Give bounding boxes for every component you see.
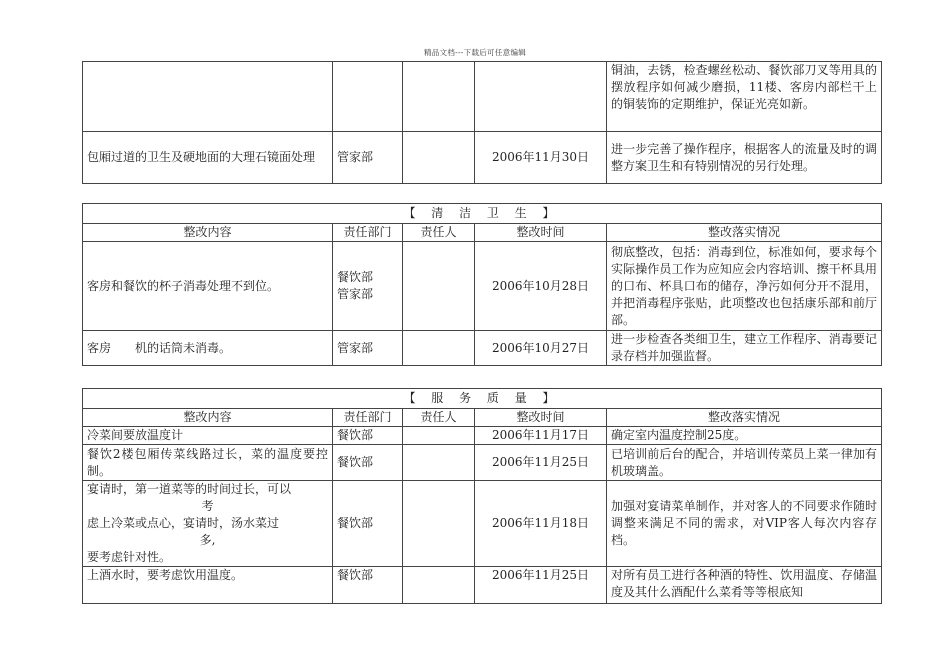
person-cell (403, 132, 475, 184)
header-note: 精品文档---下载后可任意编辑 (423, 48, 527, 57)
person-cell (403, 445, 475, 481)
table-row (83, 445, 882, 481)
table-service-quality (82, 388, 882, 604)
dept-cell: 管家部 (333, 132, 403, 184)
table-row (83, 132, 882, 184)
dept-cell: 餐饮部 (333, 567, 403, 604)
section-title-row (83, 204, 882, 224)
result-cell: 进一步检查各类细卫生，建立工作程序、消毒要记录存档并加强监督。 (607, 331, 882, 366)
dept-cell (333, 242, 403, 331)
result-cell: 已培训前后台的配合，并培训传菜员上菜一律加有机玻璃盖。 (607, 445, 882, 481)
dept-line: 管家部 (337, 287, 374, 301)
dept-cell: 餐饮部 (333, 445, 403, 481)
person-cell (403, 242, 475, 331)
table-row (83, 427, 882, 445)
col-header-content: 整改内容 (83, 409, 333, 427)
result-cell: 加强对宴请菜单制作，并对客人的不同要求作随时调整来满足不同的需求，对VIP客人每次内容存档。 (607, 481, 882, 567)
dept-line: 餐饮部 (337, 270, 374, 284)
dept-cell: 管家部 (333, 331, 403, 366)
result-cell: 确定室内温度控制25度。 (607, 427, 882, 445)
dept-cell (333, 62, 403, 132)
dept-cell: 餐饮部 (333, 481, 403, 567)
col-header-result: 整改落实情况 (607, 409, 882, 427)
date-cell: 2006年11月25日 (475, 445, 607, 481)
col-header-dept: 责任部门 (333, 224, 403, 242)
table-row (83, 242, 882, 331)
person-cell (403, 427, 475, 445)
person-cell (403, 567, 475, 604)
col-header-date: 整改时间 (475, 409, 607, 427)
table-row (83, 62, 882, 132)
dept-cell: 餐饮部 (333, 427, 403, 445)
date-cell: 2006年11月17日 (475, 427, 607, 445)
content-cell: 餐饮2楼包厢传菜线路过长，菜的温度要控制。 (83, 445, 333, 481)
col-header-dept: 责任部门 (333, 409, 403, 427)
content-cell (83, 481, 333, 567)
content-cell (83, 62, 333, 132)
table-row (83, 567, 882, 604)
date-cell: 2006年11月18日 (475, 481, 607, 567)
content-cell: 包厢过道的卫生及硬地面的大理石镜面处理 (83, 132, 333, 184)
date-cell: 2006年10月28日 (475, 242, 607, 331)
result-cell: 铜油，去锈，检查螺丝松动、餐饮部刀叉等用具的摆放程序如何减少磨损，11楼、客房内部栏干上的铜装饰的定期维护，保证光亮如新。 (607, 62, 882, 132)
person-cell (403, 481, 475, 567)
content-cell: 客房和餐饮的杯子消毒处理不到位。 (83, 242, 333, 331)
date-cell: 2006年10月27日 (475, 331, 607, 366)
result-cell: 彻底整改，包括：消毒到位，标准如何，要求每个实际操作员工作为应知应会内容培训、擦干杯具用的口布、杯具口布的储存，净污如何分开不混用，并把消毒程序张贴，此项整改也包括康乐部和前厅部。 (607, 242, 882, 331)
content-line: 宴请时，第一道菜等的时间过长，可以 (87, 482, 292, 496)
content-cell: 上酒水时，要考虑饮用温度。 (83, 567, 333, 604)
result-cell: 进一步完善了操作程序，根据客人的流量及时的调整方案卫生和有特别情况的另行处理。 (607, 132, 882, 184)
header-row (83, 409, 882, 427)
section-title-row (83, 389, 882, 409)
section-title: 【 清 洁 卫 生 】 (83, 204, 882, 224)
col-header-person: 责任人 (403, 409, 475, 427)
section-title: 【 服 务 质 量 】 (83, 389, 882, 409)
col-header-result: 整改落实情况 (607, 224, 882, 242)
content-cell: 冷菜间要放温度计 (83, 427, 333, 445)
result-cell: 对所有员工进行各种酒的特性、饮用温度、存储温度及其什么酒配什么菜肴等等根底知 (607, 567, 882, 604)
table-row (83, 481, 882, 567)
col-header-person: 责任人 (403, 224, 475, 242)
person-cell (403, 62, 475, 132)
table-cleaning (82, 203, 882, 366)
content-cell: 客房 机的话筒未消毒。 (83, 331, 333, 366)
table-continued (82, 61, 882, 184)
content-line: 多, (199, 533, 216, 547)
col-header-date: 整改时间 (475, 224, 607, 242)
person-cell (403, 331, 475, 366)
content-line: 虑上冷菜或点心，宴请时，汤水菜过 (87, 516, 280, 530)
content-line: 要考虑针对性。 (87, 550, 172, 564)
header-row (83, 224, 882, 242)
content-line: 考 (201, 499, 214, 513)
date-cell: 2006年11月30日 (475, 132, 607, 184)
date-cell: 2006年11月25日 (475, 567, 607, 604)
date-cell (475, 62, 607, 132)
table-row (83, 331, 882, 366)
col-header-content: 整改内容 (83, 224, 333, 242)
